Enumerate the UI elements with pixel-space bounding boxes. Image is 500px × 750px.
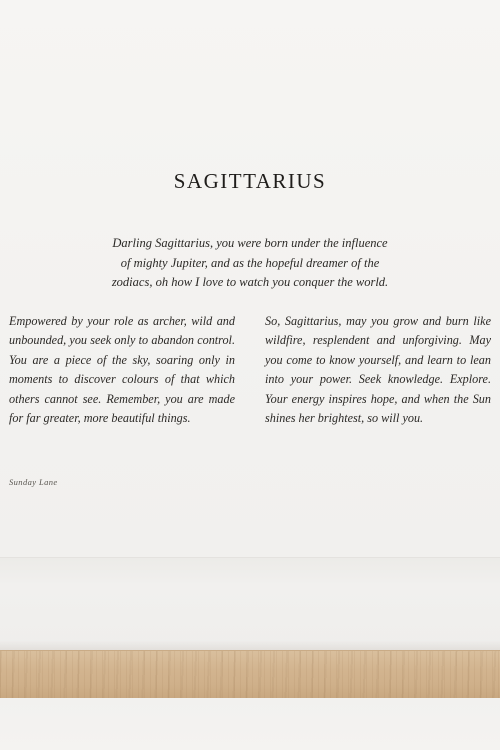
wooden-frame-edge — [0, 650, 500, 700]
intro-line: Darling Sagittarius, you were born under the influence — [112, 236, 388, 250]
left-column-text: Empowered by your role as archer, wild and unbounded, you seek only to abandon control. You are a piece of the sky, soaring only in moments to discover colours of that which others cannot see. Remember, you are made for far greater, more beautiful things. — [9, 314, 235, 426]
intro-verse — [70, 234, 430, 293]
mat-board — [0, 557, 500, 650]
intro-line: zodiacs, oh how I love to watch you conquer the world. — [111, 275, 389, 289]
frame-shadow — [0, 640, 500, 650]
wall-background — [0, 698, 500, 750]
brand-signature: Sunday Lane — [9, 477, 58, 487]
intro-line: of mighty Jupiter, and as the hopeful dreamer of the — [120, 255, 380, 270]
print-title: SAGITTARIUS — [173, 169, 327, 193]
right-column-text: So, Sagittarius, may you grow and burn like wildfire, resplendent and unforgiving. May you come to know yourself, and learn to lean into your power. Seek knowledge. Explore. Your energy inspires hope, and when the Sun shines her brightest, so will you. — [265, 314, 491, 426]
